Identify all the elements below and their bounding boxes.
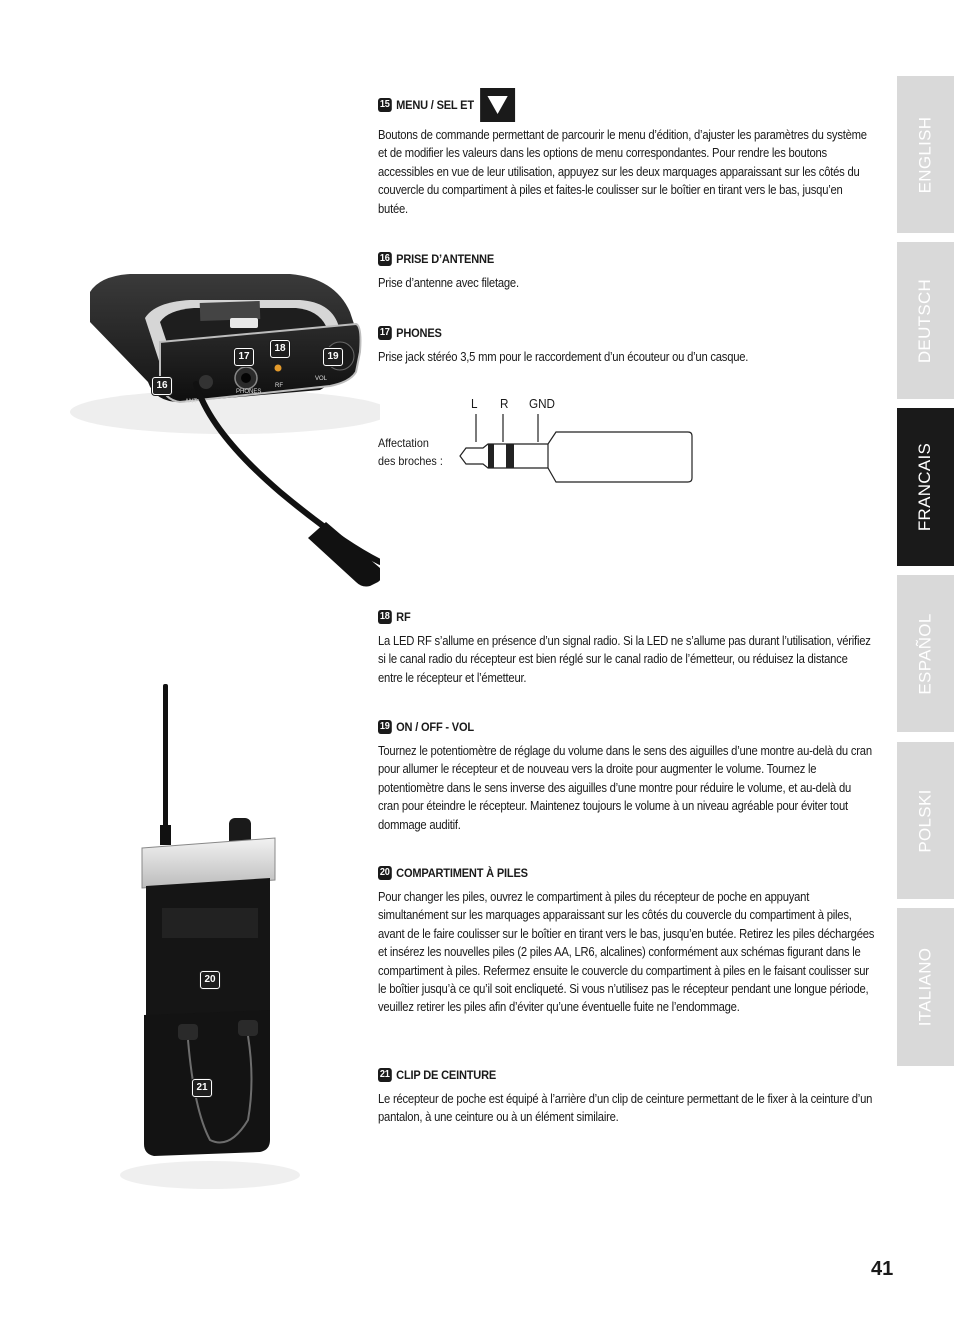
jack-plug-icon [458, 412, 698, 484]
section-15 [378, 88, 878, 218]
section-title: CLIP DE CEINTURE [396, 1068, 497, 1082]
pin-caption-line2: des broches : [378, 454, 443, 468]
pin-label-gnd: GND [529, 396, 556, 411]
section-text: Prise jack stéréo 3,5 mm pour le raccordement d’un écouteur ou d’un casque. [378, 350, 749, 364]
section-16 [378, 252, 878, 292]
tab-italiano[interactable] [897, 908, 954, 1066]
section-title: MENU / SEL ET [396, 98, 474, 112]
tab-espanol[interactable] [897, 575, 954, 732]
section-18 [378, 610, 878, 687]
pin-label-r: R [500, 396, 509, 411]
panel-label-rf: RF [275, 383, 283, 389]
tab-label: FRANCAIS [915, 442, 935, 532]
section-heading [378, 866, 838, 880]
section-17 [378, 326, 878, 366]
tab-label: ITALIANO [915, 947, 935, 1027]
section-title: ON / OFF - VOL [396, 720, 474, 734]
section-21 [378, 1068, 878, 1127]
tab-deutsch[interactable] [897, 242, 954, 399]
section-heading [378, 252, 838, 266]
section-number: 20 [379, 867, 390, 878]
receiver-back-image [110, 680, 300, 1200]
section-text: Prise d’antenne avec filetage. [378, 276, 519, 290]
section-number: 18 [379, 611, 390, 622]
tab-label: POLSKI [915, 788, 935, 853]
pin-caption [378, 434, 443, 470]
section-text: Le récepteur de poche est équipé à l’arrière d’un clip de ceinture permettant de le fixer à la ceinture d’un pantalon, à une ceinture ou à un élément similaire. [378, 1092, 873, 1125]
tab-francais[interactable] [897, 408, 954, 566]
section-20 [378, 866, 878, 1017]
section-heading [378, 720, 838, 734]
tab-polski[interactable] [897, 742, 954, 899]
section-text: Tournez le potentiomètre de réglage du volume dans le sens des aiguilles d’une montre au-delà du cran pour allumer le récepteur et de nouveau vers la droite pour augmenter le volume. Tournez le potentiomètre dans le sens inverse des aiguilles d’une montre pour réduire le volume, et au-delà du cran pour éteindre le récepteur. Maintenez toujours le volume à un niveau agréable pour éviter tout dommage auditif. [378, 744, 872, 832]
tab-label: ENGLISH [915, 116, 935, 193]
section-number: 19 [379, 721, 390, 732]
section-title: PHONES [396, 326, 442, 340]
tab-label: DEUTSCH [915, 278, 935, 363]
section-title: PRISE D’ANTENNE [396, 252, 495, 266]
tab-label: ESPAÑOL [915, 612, 935, 695]
section-number: 17 [379, 327, 390, 338]
callout-20: 20 [200, 971, 220, 989]
section-number: 21 [379, 1069, 390, 1080]
receiver-back-illustration [110, 680, 300, 1200]
receiver-top-image [60, 262, 380, 592]
section-text: La LED RF s’allume en présence d’un signal radio. Si la LED ne s’allume pas durant l’utilisation, vérifiez si le canal radio du récepteur est bien réglé sur le canal radio de l’émetteur, ou réduisez la distance entre le récepteur et l’émetteur. [378, 634, 871, 685]
section-heading [378, 610, 838, 624]
section-text: Boutons de commande permettant de parcourir le menu d’édition, d’ajuster les paramètres du système et de modifier les valeurs dans les options de menu correspondantes. Pour rendre les boutons accessibles en vue de leur utilisation, appuyez sur les deux marquages apparaissant sur les côtés du couvercle du compartiment à piles et faites-le coulisser sur le boîtier en tirant vers le bas, jusqu’en butée. [378, 128, 867, 216]
panel-label-phones: PHONES [236, 389, 262, 395]
page-number: 41 [871, 1258, 894, 1280]
down-triangle-icon [480, 88, 515, 122]
receiver-top-illustration [60, 262, 380, 592]
section-title: RF [396, 610, 411, 624]
section-number: 15 [379, 99, 390, 110]
section-text: Pour changer les piles, ouvrez le compartiment à piles du récepteur de poche en appuyant simultanément sur les marquages apparaissant sur les côtés du couvercle du compartiment à piles, avant de le faire coulisser sur le boîtier en tirant vers le bas, jusqu’en butée. Retirez les piles déchargées et insérez les nouvelles piles (2 piles AA, LR6, alcalines) conformément aux schémas figurant dans le compartiment à piles. Refermez ensuite le couvercle du compartiment à piles en le faisant coulisser sur le boîtier jusqu’à ce qu’il soit encliqueté. Si vous n’utilisez pas le récepteur pendant une longue période, veuillez retirer les piles afin d’éviter qu’une éventuelle fuite ne l’endommage. [378, 890, 875, 1015]
panel-label-vol: VOL [315, 376, 328, 382]
tab-english[interactable] [897, 76, 954, 233]
section-19 [378, 720, 878, 834]
section-number: 16 [379, 253, 390, 264]
callout-21: 21 [192, 1079, 212, 1097]
pin-diagram [378, 392, 878, 492]
panel-label-ant: ANT [185, 399, 197, 405]
section-heading [378, 326, 838, 340]
section-title: COMPARTIMENT À PILES [396, 866, 528, 880]
callout-19: 19 [323, 348, 343, 366]
callout-16: 16 [152, 377, 172, 395]
section-heading [378, 1068, 838, 1082]
section-heading [378, 88, 838, 122]
callout-18: 18 [270, 340, 290, 358]
pin-caption-line1: Affectation [378, 436, 429, 450]
pin-label-l: L [471, 396, 478, 411]
callout-17: 17 [234, 348, 254, 366]
